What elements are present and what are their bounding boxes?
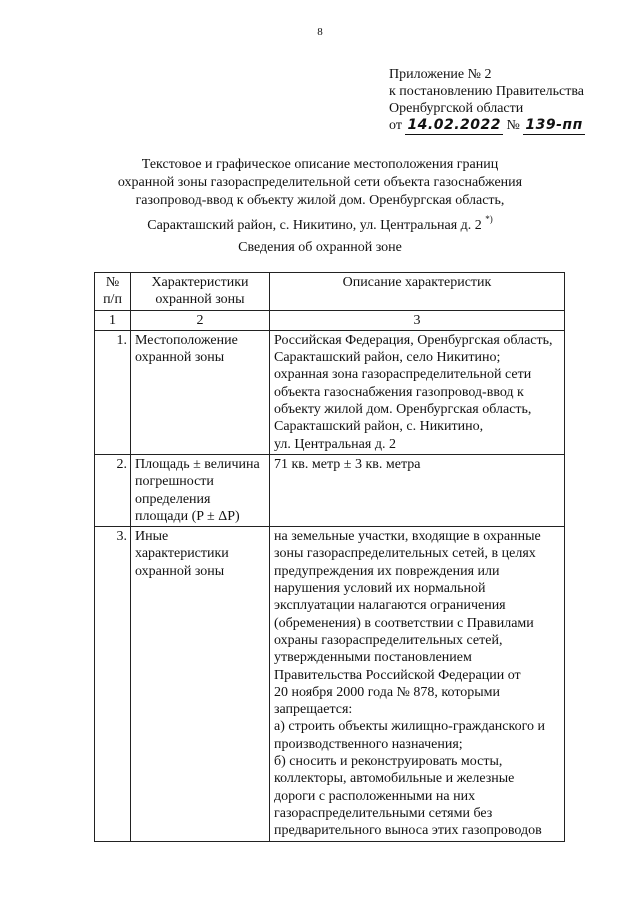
description-line: объекта газоснабжения газопровод-ввод к	[274, 384, 524, 400]
characteristic-line: Иные	[135, 529, 169, 545]
description-line: предварительного выноса этих газопроводов	[274, 823, 542, 839]
description-line: 20 ноября 2000 года № 878, которыми	[274, 684, 501, 700]
description-line: (обременения) в соответствии с Правилами	[274, 615, 534, 631]
characteristic-line: Площадь ± величина	[135, 456, 260, 472]
footnote-mark: *)	[485, 214, 493, 224]
description-line: утвержденными постановлением	[274, 650, 472, 666]
table-row	[95, 454, 565, 526]
number-label: №	[506, 118, 520, 133]
table-row	[95, 330, 565, 454]
row-description	[270, 527, 565, 841]
description-line: предупреждения их повреждения или	[274, 563, 500, 579]
table-row	[95, 527, 565, 841]
row-description	[270, 454, 565, 526]
row-characteristic	[131, 454, 270, 526]
appendix-resolution-line: к постановлению Правительства	[389, 84, 585, 99]
description-line: охраны газораспределительных сетей,	[274, 632, 503, 648]
title-line-3: газопровод-ввод к объекту жилой дом. Оренбургская область,	[135, 193, 505, 208]
header-num: № п/п	[95, 273, 131, 311]
page-number: 8	[317, 26, 323, 38]
title-line-1: Текстовое и графическое описание местоположения границ	[141, 157, 499, 172]
description-line: 71 кв. метр ± 3 кв. метра	[274, 456, 421, 472]
description-line: дороги с расположенными на них	[274, 788, 476, 804]
description-line: на земельные участки, входящие в охранные	[274, 529, 541, 545]
description-line: нарушения условий их нормальной	[274, 581, 486, 597]
title-line-4: Саракташский район, с. Никитино, ул. Центральная д. 2 *)	[147, 214, 493, 233]
description-line: Правительства Российской Федерации от	[274, 667, 521, 683]
characteristic-line: погрешности	[135, 474, 214, 490]
row-number: 2.	[95, 454, 131, 526]
appendix-date-number-line	[389, 117, 585, 135]
characteristic-line: Местоположение	[135, 332, 238, 348]
characteristic-line: площади (P ± ΔP)	[135, 508, 240, 524]
characteristic-line: охранной зоны	[135, 563, 225, 579]
handwritten-number: 139-пп	[525, 117, 583, 133]
index-cell-1: 1	[95, 310, 131, 330]
appendix-header	[389, 66, 585, 135]
description-line: коллекторы, автомобильные и железные	[274, 771, 515, 787]
from-label: от	[389, 118, 402, 133]
description-line: зоны газораспределительных сетей, в целях	[274, 546, 536, 562]
description-line: производственного назначения;	[274, 736, 463, 752]
characteristic-line: характеристики	[135, 546, 229, 562]
document-title	[80, 156, 560, 235]
description-line: Российская Федерация, Оренбургская область,	[274, 332, 553, 348]
description-line: ул. Центральная д. 2	[274, 436, 396, 452]
zone-table	[94, 272, 565, 842]
description-line: газораспределительными сетями без	[274, 805, 493, 821]
appendix-region-line: Оренбургской области	[389, 101, 524, 116]
section-subtitle: Сведения об охранной зоне	[238, 240, 402, 255]
description-line: а) строить объекты жилищно-гражданского и	[274, 719, 545, 735]
appendix-title: Приложение № 2	[389, 67, 492, 82]
row-characteristic	[131, 527, 270, 841]
row-number: 1.	[95, 330, 131, 454]
description-line: объекту жилой дом. Оренбургская область,	[274, 402, 532, 418]
handwritten-date: 14.02.2022	[407, 117, 502, 133]
header-characteristics: Характеристики охранной зоны	[131, 273, 270, 311]
description-line: эксплуатации налагаются ограничения	[274, 598, 506, 614]
index-cell-3: 3	[270, 310, 565, 330]
characteristic-line: определения	[135, 491, 211, 507]
row-description	[270, 330, 565, 454]
row-number: 3.	[95, 527, 131, 841]
header-description: Описание характеристик	[270, 273, 565, 311]
description-line: охранная зона газораспределительной сети	[274, 367, 532, 383]
description-line: запрещается:	[274, 702, 353, 718]
description-line: Саракташский район, село Никитино;	[274, 350, 501, 366]
description-line: б) сносить и реконструировать мосты,	[274, 754, 503, 770]
index-cell-2: 2	[131, 310, 270, 330]
row-characteristic	[131, 330, 270, 454]
table-header-row	[95, 273, 565, 311]
title-line-2: охранной зоны газораспределительной сети объекта газоснабжения	[117, 175, 523, 190]
description-line: Саракташский район, с. Никитино,	[274, 419, 484, 435]
characteristic-line: охранной зоны	[135, 350, 225, 366]
table-index-row	[95, 310, 565, 330]
